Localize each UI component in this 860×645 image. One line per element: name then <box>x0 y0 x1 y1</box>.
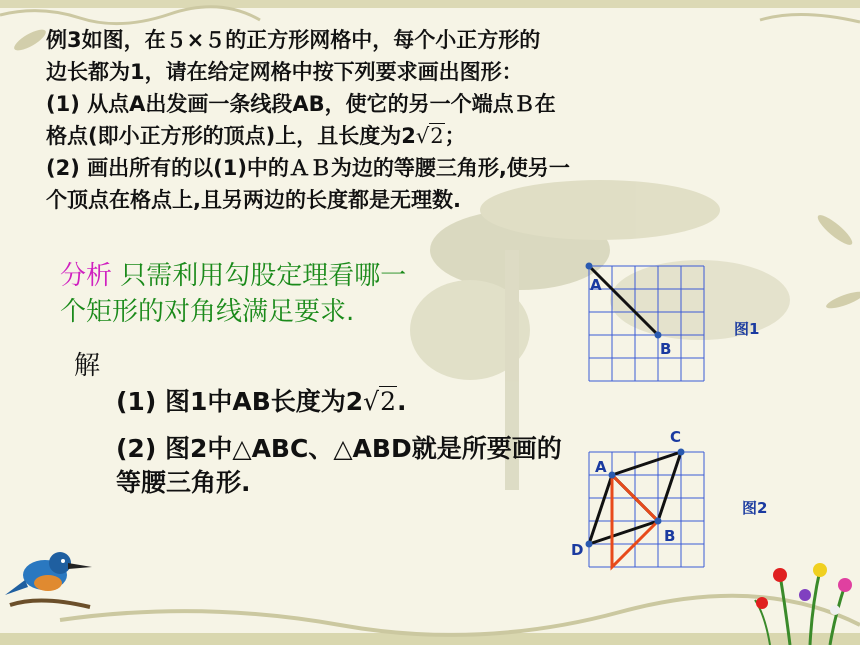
problem-line-2: 边长都为1，请在给定网格中按下列要求画出图形： <box>46 60 523 84</box>
point-b <box>655 332 662 339</box>
point-b-label: B <box>664 527 676 545</box>
figure-1-label: 图1 <box>734 320 760 338</box>
bamboo-border-bottom <box>0 596 860 645</box>
problem-statement <box>46 24 786 216</box>
sqrt-symbol: √2 <box>415 124 444 148</box>
point-a-label: A <box>595 458 607 476</box>
grid-figures <box>560 250 860 580</box>
point-d <box>586 541 593 548</box>
problem-line-6: 个顶点在格点上,且另两边的长度都是无理数. <box>46 188 461 212</box>
kingfisher-bird-icon <box>5 552 92 607</box>
answer-item-2: (2) 图2中△ABC、△ABD就是所要画的等腰三角形. <box>116 434 562 497</box>
point-a <box>586 263 593 270</box>
point-b-label: B <box>660 340 672 358</box>
figure-2-label: 图2 <box>742 499 768 517</box>
analysis-keyword: 分析 <box>60 261 113 291</box>
point-c <box>678 449 685 456</box>
point-b <box>655 518 662 525</box>
problem-line-1: 例3如图，在５×５的正方形网格中，每个小正方形的 <box>46 28 541 52</box>
analysis-text: 分析 只需利用勾股定理看哪一 个矩形的对角线满足要求. <box>60 261 407 327</box>
answer-item-1: (1) 图1中AB长度为2√2. <box>116 387 407 416</box>
point-a <box>609 472 616 479</box>
point-d-label: D <box>571 541 584 559</box>
answer-label: 解 <box>74 351 101 381</box>
problem-line-4: 格点(即小正方形的顶点)上，且长度为2√2； <box>46 124 466 148</box>
problem-line-3: (1) 从点A出发画一条线段AB，使它的另一个端点Ｂ在 <box>46 92 556 116</box>
point-a-label: A <box>590 276 602 294</box>
problem-line-5: (2) 画出所有的以(1)中的ＡＢ为边的等腰三角形,使另一 <box>46 156 570 180</box>
sqrt-symbol: √2 <box>363 387 396 416</box>
point-c-label: C <box>670 428 682 446</box>
